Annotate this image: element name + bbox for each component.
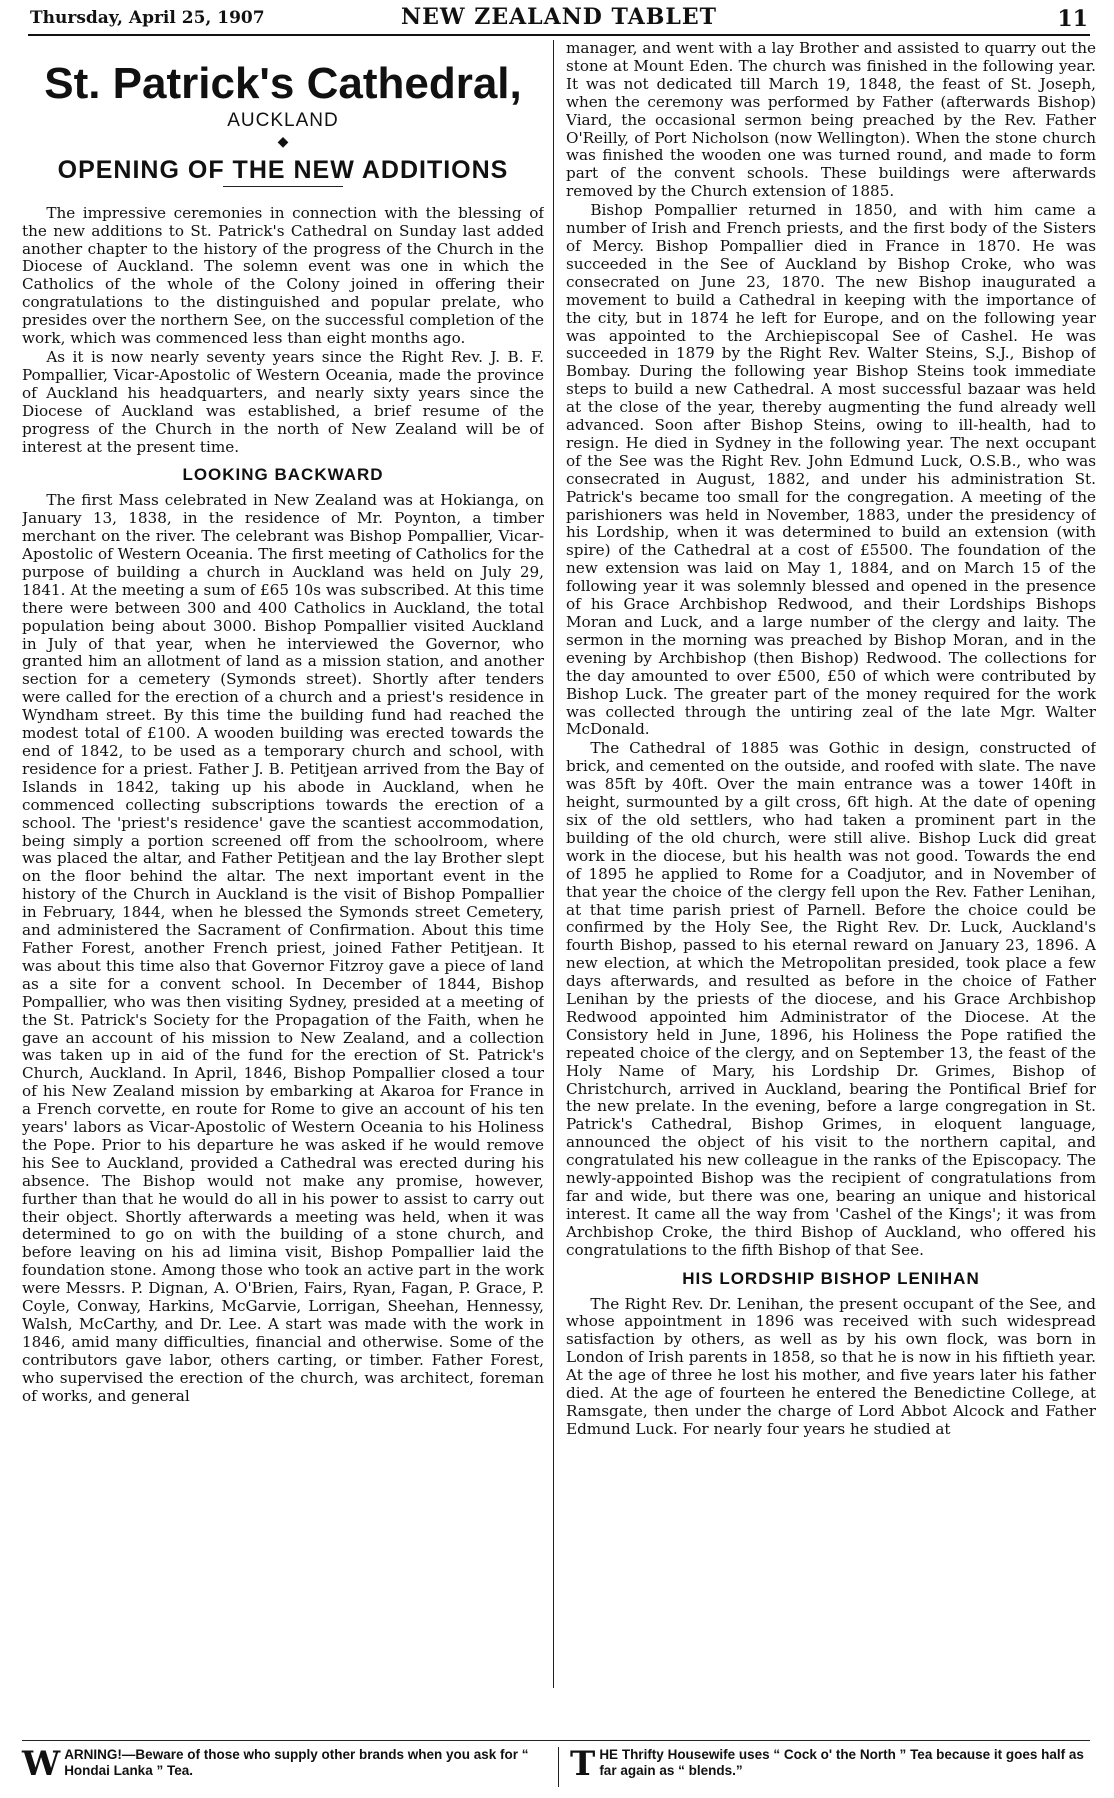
paragraph: manager, and went with a lay Brother and assisted to quarry out the stone at Mount Eden. The church was finished in the following year. It was not dedicated till March 19, 1848, the feast of St. Joseph, when the ceremony was performed by Father (afterwards Bishop) Viard, the occasional sermon being preached by the Rev. Father O'Reilly, of Port Nicholson (now Wellington). When the stone church was finished the wooden one was turned round, and made to form part of the convent schools. These buildings were afterwards removed by the Church extension of 1885. (566, 40, 1096, 201)
ornament-divider: ◆ (277, 133, 289, 150)
advert-footer (22, 1740, 1090, 1797)
drop-cap: W (22, 1744, 61, 1784)
advert-cock-o-the-north (570, 1744, 1090, 1784)
article-subtitle: AUCKLAND (227, 110, 339, 131)
article-title: St. Patrick's Cathedral, (44, 59, 522, 108)
paragraph: The Cathedral of 1885 was Gothic in design, constructed of brick, and cemented on the outside, and roofed with slate. The nave was 85ft by 40ft. Over the main entrance was a tower 140ft in height, surmounted by a gilt cross, 6ft high. At the date of opening six of the old settlers, who had taken a prominent part in the building of the old church, were still alive. Bishop Luck did great work in the diocese, but his health was not good. Towards the end of 1895 he applied to Rome for a Coadjutor, and in November of that year the choice of the clergy fell upon the Rev. Father Lenihan, at that time parish priest of Parnell. Before the choice could be confirmed by the Holy See, the Right Rev. Dr. Luck, Auckland's fourth Bishop, passed to his eternal reward on January 23, 1896. A new election, at which the Metropolitan presided, took place a few days afterwards, and resulted as before in the choice of Father Lenihan by the priests of the diocese, and his Grace Archbishop Redwood appointed him Administrator of the Diocese. At the Consistory held in June, 1896, his Holiness the Pope ratified the repeated choice of the clergy, and on September 13, the feast of the Holy Name of Mary, his Lordship Dr. Grimes, Bishop of Christchurch, arrived in Auckland, bearing the Pontifical Brief for the new prelate. In the evening, before a large congregation in St. Patrick's Cathedral, Bishop Grimes, in eloquent language, announced the object of his visit to the northern capital, and congratulated his new colleague in the ranks of the Episcopacy. The newly-appointed Bishop was the recipient of congratulations from far and wide, but there was one, bearing an unique and historical interest. It came all the way from 'Cashel of the Kings'; it was from Archbishop Croke, the third Bishop of Auckland, who offered his congratulations to the fifth Bishop of that See. (566, 739, 1096, 1259)
page-number: 11 (1057, 6, 1088, 32)
subheading-looking-backward: LOOKING BACKWARD (182, 465, 384, 485)
column-divider (553, 40, 554, 1688)
paragraph: The impressive ceremonies in connection with the blessing of the new additions to St. Patrick's Cathedral on Sunday last added another chapter to the history of the progress of the Church in the Diocese of Auckland. The solemn event was one in which the Catholics of the whole of the Colony joined in offering their congratulations to the distinguished and popular prelate, who presides over the northern See, on the successful completion of the work, which was commenced less than eight months ago. (22, 203, 544, 348)
advert-text: HE Thrifty Housewife uses “ Cock o' the North ” Tea because it goes half as far again as “ blends.” (599, 1747, 1084, 1778)
paragraph: The first Mass celebrated in New Zealand was at Hokianga, on January 13, 1838, in the residence of Mr. Poynton, a timber merchant on the river. The celebrant was Bishop Pompallier, Vicar-Apostolic of Western Oceania. The first meeting of Catholics for the purpose of building a church in Auckland was held on July 29, 1841. At the meeting a sum of £65 10s was subscribed. At this time there were between 300 and 400 Catholics in Auckland, the total population being about 3000. Bishop Pompallier visited Auckland in July of that year, when he interviewed the Governor, who granted him an allotment of land as a mission station, and another section for a cemetery (Symonds street). Shortly after tenders were called for the erection of a church and a priest's residence in Wyndham street. By this time the building fund had reached the modest total of £100. A wooden building was erected towards the end of 1842, to be used as a temporary church and school, with residence for a priest. Father J. B. Petitjean arrived from the Bay of Islands in 1842, taking up his abode in Auckland, when he commenced collecting subscriptions towards the erection of a school. The 'priest's residence' gave the scantiest accommodation, being simply a portion screened off from the schoolroom, where was placed the altar, and Father Petitjean and the lay Brother slept on the floor behind the altar. The next important event in the history of the Church in Auckland is the visit of Bishop Pompallier in February, 1844, when he blessed the Symonds street Cemetery, and administered the Sacrament of Confirmation. About this time Father Forest, another French priest, joined Father Petitjean. It was about this time also that Governor Fitzroy gave a piece of land as a site for a convent school. In December of 1844, Bishop Pompallier, who was then visiting Sydney, presided at a meeting of the St. Patrick's Society for the Propagation of the Faith, when he gave an account of his mission to New Zealand, and a collection was taken up in aid of the fund for the erection of St. Patrick's Church, Auckland. In April, 1846, Bishop Pompallier closed a tour of his New Zealand mission by embarking at Akaroa for France in a French corvette, en route for Rome to give an account of his ten years' labors as Vicar-Apostolic of Western Oceania to his Holiness the Pope. Prior to his departure he was asked if he would remove his See to Auckland, provided a Cathedral was erected during his absence. The Bishop would not make any promise, however, further than that he would do all in his power to assist to carry out their object. Shortly afterwards a meeting was held, when it was determined to go on with the building of a stone church, and before leaving on his ad limina visit, Bishop Pompallier laid the foundation stone. Among those who took an active part in the work were Messrs. P. Dignan, A. O'Brien, Fairs, Ryan, Fagan, P. Grace, P. Coyle, Conway, Harkins, McGarvie, Lorrigan, Sheehan, Hennessy, Walsh, McCarthy, and Dr. Lee. A start was made with the work in 1846, amid many difficulties, financial and otherwise. Some of the contributors gave labor, others carting, or timber. Father Forest, who supervised the erection of the church, was architect, foreman of works, and general (22, 491, 544, 1405)
right-column (566, 40, 1096, 1688)
newspaper-name: NEW ZEALAND TABLET (401, 4, 717, 30)
advert-divider (558, 1747, 559, 1787)
heading-rule (223, 186, 343, 187)
advert-text: ARNING!—Beware of those who supply other brands when you ask for “ Hondai Lanka ” Tea. (64, 1747, 529, 1778)
paragraph: As it is now nearly seventy years since the Right Rev. J. B. F. Pompallier, Vicar-Apostolic of Western Oceania, made the province of Auckland his headquarters, and nearly sixty years since the Diocese of Auckland was established, a brief resume of the progress of the Church in the north of New Zealand will be of interest at the present time. (22, 347, 544, 456)
paragraph: Bishop Pompallier returned in 1850, and with him came a number of Irish and French priests, and the first body of the Sisters of Mercy. Bishop Pompallier died in France in 1870. He was succeeded in the See of Auckland by Bishop Croke, who was consecrated on June 23, 1870. The new Bishop inaugurated a movement to build a Cathedral in keeping with the importance of the city, but in 1874 he left for Europe, and on the following year was appointed to the Archiepiscopal See of Cashel. He was succeeded in 1879 by the Right Rev. Walter Steins, S.J., Bishop of Bombay. During the following year Bishop Steins took immediate steps to build a new Cathedral. A most successful bazaar was held at the close of the year, thereby augmenting the fund already well advanced. Soon after Bishop Steins, owing to ill-health, had to resign. He died in Sydney in the following year. The next occupant of the See was the Right Rev. John Edmund Luck, O.S.B., who was consecrated in August, 1882, and under his administration St. Patrick's became too small for the congregation. A meeting of the parishioners was held in November, 1883, under the presidency of his Lordship, when it was determined to build an extension (with spire) of the Cathedral at a cost of £5500. The foundation of the new extension was laid on May 1, 1884, and on March 15 of the following year it was solemnly blessed and opened in the presence of his Grace Archbishop Redwood, and their Lordships Bishops Moran and Luck, and a large number of the clergy and laity. The sermon in the morning was preached by Bishop Moran, and in the evening by Archbishop (then Bishop) Redwood. The collections for the day amounted to over £500, £50 of which were contributed by Bishop Luck. The greater part of the money required for the work was collected through the untiring zeal of the late Mgr. Walter McDonald. (566, 201, 1096, 739)
left-column (22, 40, 544, 1688)
page-header (28, 4, 1090, 36)
advert-hondai-lanka (22, 1744, 547, 1784)
section-heading: OPENING OF THE NEW ADDITIONS (57, 155, 509, 184)
issue-date: Thursday, April 25, 1907 (30, 8, 265, 28)
subheading-bishop-lenihan: HIS LORDSHIP BISHOP LENIHAN (682, 1268, 980, 1288)
drop-cap: T (570, 1744, 596, 1784)
paragraph: The Right Rev. Dr. Lenihan, the present occupant of the See, and whose appointment in 1896 was received with such widespread satisfaction by others, as well as by his own flock, was born in London of Irish parents in 1858, so that he is now in his fiftieth year. At the age of three he lost his mother, and five years later his father died. At the age of fourteen he entered the Benedictine College, at Ramsgate, then under the charge of Lord Abbot Alcock and Father Edmund Luck. For nearly four years he studied at (566, 1294, 1096, 1438)
